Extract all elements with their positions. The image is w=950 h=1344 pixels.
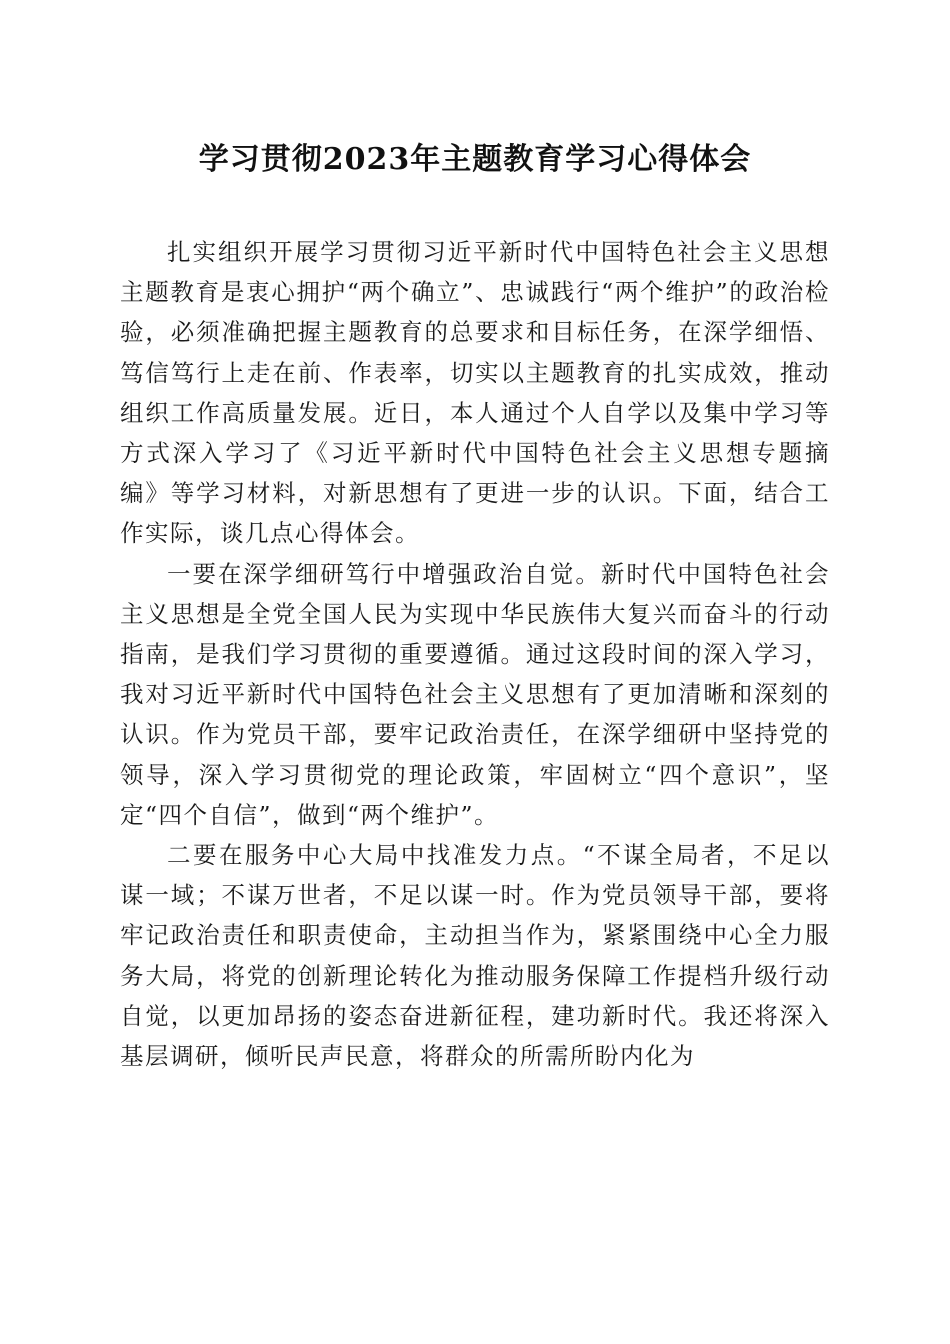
paragraph-intro: 扎实组织开展学习贯彻习近平新时代中国特色社会主义思想主题教育是衷心拥护“两个确立”、忠诚践行“两个维护”的政治检验，必须准确把握主题教育的总要求和目标任务，在深学细悟、笃信笃行上走在前、作表率，切实以主题教育的扎实成效，推动组织工作高质量发展。近日，本人通过个人自学以及集中学习等方式深入学习了《习近平新时代中国特色社会主义思想专题摘编》等学习材料，对新思想有了更进一步的认识。下面，结合工作实际，谈几点心得体会。 — [120, 238, 830, 548]
paragraph-point-two: 二要在服务中心大局中找准发力点。“不谋全局者，不足以谋一域；不谋万世者，不足以谋一时。作为党员领导干部，要将牢记政治责任和职责使命，主动担当作为，紧紧围绕中心全力服务大局，将党的创新理论转化为推动服务保障工作提档升级行动自觉，以更加昂扬的姿态奋进新征程，建功新时代。我还将深入基层调研，倾听民声民意，将群众的所需所盼内化为 — [120, 841, 830, 1071]
document-title: 学习贯彻2023年主题教育学习心得体会 — [198, 142, 752, 177]
document-body — [120, 232, 830, 1076]
paragraph-point-one: 一要在深学细研笃行中增强政治自觉。新时代中国特色社会主义思想是全党全国人民为实现中华民族伟大复兴而奋斗的行动指南，是我们学习贯彻的重要遵循。通过这段时间的深入学习，我对习近平新时代中国特色社会主义思想有了更加清晰和深刻的认识。作为党员干部，要牢记政治责任，在深学细研中坚持党的领导，深入学习贯彻党的理论政策，牢固树立“四个意识”，坚定“四个自信”，做到“两个维护”。 — [120, 559, 830, 829]
